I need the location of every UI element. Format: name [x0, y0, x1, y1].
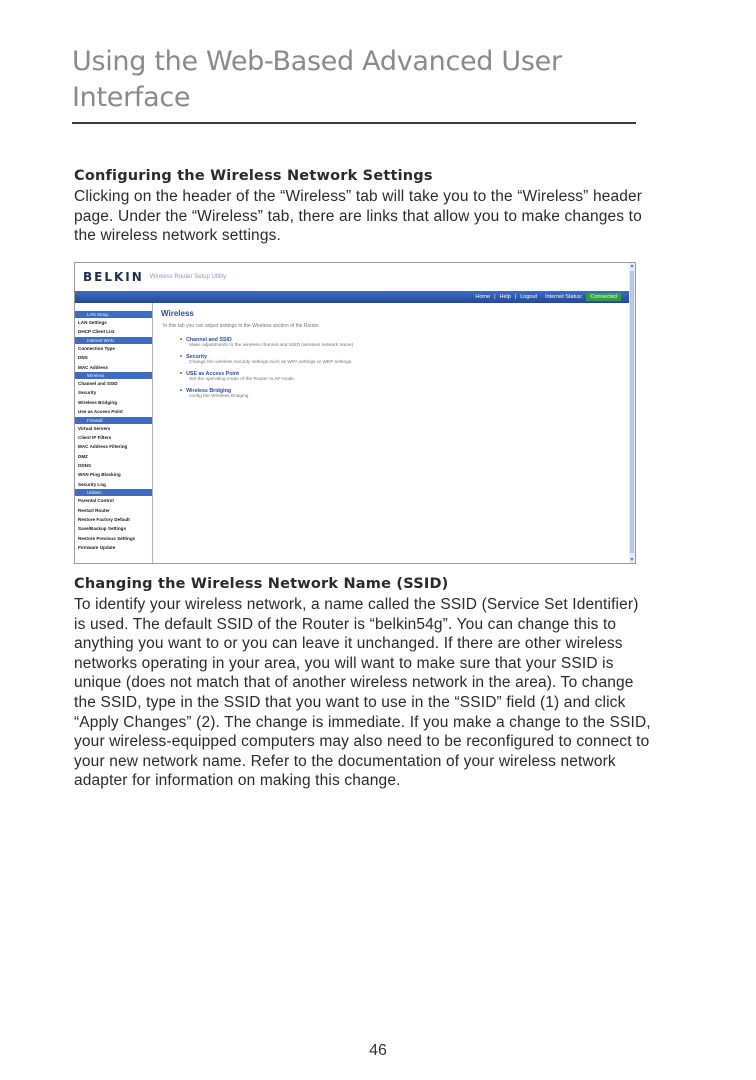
help-link[interactable]: Help: [499, 294, 511, 300]
nav-item-dns[interactable]: DNS: [78, 355, 88, 361]
nav-item-virtual-servers[interactable]: Virtual Servers: [78, 425, 111, 431]
nav-item-mac-address[interactable]: MAC Address: [78, 364, 108, 370]
section-heading: Configuring the Wireless Network Settings: [74, 168, 433, 184]
nav-item-dhcp-client-list[interactable]: DHCP Client List: [78, 329, 115, 335]
nav-item-restore-factory[interactable]: Restore Factory Default: [78, 517, 130, 523]
section-changing-ssid: [74, 576, 654, 791]
link-desc: Set the operating mode of the Router to AP mode: [189, 377, 294, 382]
link-channel-ssid[interactable]: • Channel and SSID: [180, 337, 627, 343]
brand-subtitle: Wireless Router Setup Utility: [149, 274, 227, 280]
nav-item-dmz[interactable]: DMZ: [78, 453, 88, 459]
nav-item-connection-type[interactable]: Connection Type: [78, 345, 115, 351]
link-desc: Change the wireless security settings such as WPA settings or WEP settings.: [189, 360, 353, 365]
link-security[interactable]: • Security: [180, 354, 627, 360]
internet-status-label: Internet Status:: [545, 294, 583, 300]
nav-item-ddns[interactable]: DDNS: [78, 463, 92, 469]
nav-item-security-log[interactable]: Security Log: [78, 481, 106, 487]
link-entry-wireless-bridging: [180, 388, 627, 399]
wireless-title: Wireless: [161, 309, 194, 318]
scroll-down-arrow-icon[interactable]: ▼: [629, 557, 635, 563]
nav-header-firewall[interactable]: Firewall: [75, 417, 152, 424]
link-entry-security: [180, 354, 627, 365]
link-desc: config the Wireless Bridging: [189, 394, 249, 399]
page-number: 46: [369, 1042, 387, 1059]
nav-item-parental-control[interactable]: Parental Control: [78, 498, 114, 504]
nav-header-lan-setup[interactable]: LAN Setup: [75, 311, 152, 318]
page-title: Using the Web-Based Advanced User Interface: [72, 46, 562, 113]
wireless-intro: In this tab you can adjust settings to the Wireless section of the Router.: [163, 323, 321, 329]
nav-item-client-ip-filters[interactable]: Client IP Filters: [78, 434, 112, 440]
router-sidebar: [75, 303, 153, 563]
section-body: Clicking on the header of the “Wireless” tab will take you to the “Wireless” header page. Under the “Wireless” tab, there are links that allow you to make changes to the wireless network settings.: [74, 188, 643, 245]
nav-item-firmware-update[interactable]: Firmware Update: [78, 545, 116, 551]
nav-item-mac-filtering[interactable]: MAC Address Filtering: [78, 444, 128, 450]
screenshot-scrollbar[interactable]: [629, 263, 635, 563]
router-main-panel: [153, 303, 635, 563]
nav-item-channel-ssid[interactable]: Channel and SSID: [78, 380, 118, 386]
nav-item-wireless-bridging[interactable]: Wireless Bridging: [78, 399, 118, 405]
belkin-logo: BELKIN: [83, 270, 144, 284]
nav-item-restore-previous[interactable]: Restore Previous Settings: [78, 535, 136, 541]
nav-item-restart-router[interactable]: Restart Router: [78, 507, 110, 513]
nav-item-wan-ping-blocking[interactable]: WAN Ping Blocking: [78, 472, 121, 478]
nav-item-save-backup[interactable]: Save/Backup Settings: [78, 526, 126, 532]
link-access-point[interactable]: • USE as Access Point: [180, 371, 627, 377]
nav-header-internet-wan[interactable]: Internet WAN: [75, 337, 152, 344]
link-entry-channel-ssid: [180, 337, 627, 348]
internet-status-badge: Connected: [586, 293, 621, 301]
nav-header-wireless[interactable]: Wireless: [75, 372, 152, 379]
nav-header-utilities[interactable]: Utilities: [75, 489, 152, 496]
scroll-thumb[interactable]: [630, 271, 634, 553]
scroll-up-arrow-icon[interactable]: ▲: [629, 263, 635, 269]
logout-link[interactable]: Logout: [520, 294, 538, 300]
router-top-nav: Home | Help | Logout Internet Status: Connected: [75, 291, 635, 303]
home-link[interactable]: Home: [475, 294, 491, 300]
header-rule: [72, 122, 636, 124]
section-configuring-wireless: [74, 168, 654, 246]
nav-item-security[interactable]: Security: [78, 390, 97, 396]
section-body: To identify your wireless network, a name called the SSID (Service Set Identifier) is used. The default SSID of the Router is “belkin54g”. You can change this to anything you want to or you can leave it unchanged. If there are other wireless networks operating in your area, you will want to make sure that your SSID is unique (does not match that of another wireless network in the area). To change the SSID, type in the SSID that you want to use in the “SSID” field (1) and click “Apply Changes” (2). The change is immediate. If you make a change to the SSID, your wireless-equipped computers may also need to be reconfigured to connect to your new network name. Refer to the documentation of your wireless network adapter for information on making this change.: [74, 596, 651, 790]
router-brand-bar: [75, 263, 635, 291]
router-ui-screenshot: [74, 262, 636, 564]
nav-item-lan-settings[interactable]: LAN Settings: [78, 320, 107, 325]
page-header: [72, 44, 636, 124]
nav-item-access-point[interactable]: Use as Access Point: [78, 409, 123, 415]
link-desc: Make adjustments to the wireless channel and SSID (wireless network name): [189, 343, 354, 348]
section-heading: Changing the Wireless Network Name (SSID): [74, 576, 449, 592]
link-wireless-bridging[interactable]: • Wireless Bridging: [180, 388, 627, 394]
link-entry-access-point: [180, 371, 627, 382]
